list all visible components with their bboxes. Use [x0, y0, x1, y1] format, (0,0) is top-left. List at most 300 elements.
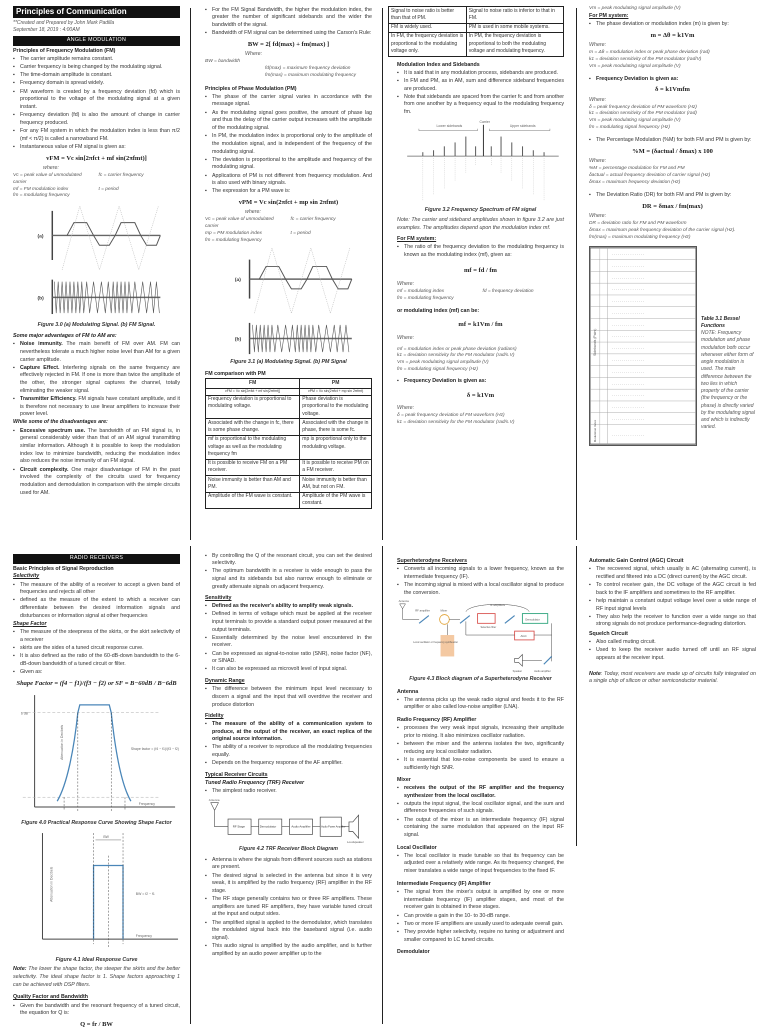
superheterodyne-bullets — [397, 566, 564, 597]
table-row: Noise immunity is better than AM and PM. Noise immunity is better than AM, but not on FM. — [206, 476, 372, 493]
squelch-heading: Squelch Circuit — [589, 631, 628, 638]
definition: fm = modulating signal frequency (Hz) — [397, 367, 478, 373]
svg-text:· · · · · · · · · · · · · · ·: · · · · · · · · · · · · · · · · — [611, 370, 645, 375]
author-line: **Created and Prepared by John Mark Padilla — [13, 19, 115, 26]
mf-definitions — [397, 289, 564, 303]
svg-text:BW = f2 − f1: BW = f2 − f1 — [135, 891, 155, 896]
where-label: Where: — [589, 158, 607, 165]
shape-factor-equation: Shape Factor = (f4 − f1)/(f3 − f2) or SF = B−60dB / B−6dB — [16, 679, 177, 687]
figure-30-caption: Figure 3.0 (a) Modulating Signal. (b) FM Signal. — [37, 322, 156, 329]
table-row: vFM = Vc sin[2πfct + mf sin(2πfmt)] vPM = Vc sin(2πfct + mp sin 2πfmt) — [206, 388, 372, 395]
svg-text:IF amplifiers: IF amplifiers — [490, 603, 506, 607]
definition: mf = modulation index or peak phase deviation (radians) — [397, 346, 517, 352]
rf-amplifier-bullets — [397, 725, 564, 772]
list-item: ▪ Used to keep the receiver audio turned off until an RF signal appears at the receiver input. — [589, 647, 756, 662]
definition: Vm = peak modulating signal amplitude (V) — [589, 63, 681, 69]
if-amplifier-bullets — [397, 889, 564, 944]
figure-31-caption: Figure 3.1 (a) Modulating Signal. (b) PM Signal — [230, 358, 347, 365]
pm-equation: vPM = Vc sin(2πfct + mp sin 2πfmt) — [238, 199, 339, 207]
svg-text:· · · · · · · · · · · · · · ·: · · · · · · · · · · · · · · · · — [611, 311, 645, 316]
list-item: ▪ Given as: — [13, 669, 180, 677]
date-line: September 18, 2019 : 4:00AM — [13, 26, 80, 33]
top-definition: Vm = peak modulating signal amplitude (V) — [589, 6, 681, 11]
sidebands-bullets — [397, 70, 564, 117]
svg-text:· · · · · · · · · · · · · · ·: · · · · · · · · · · · · · · · · — [611, 393, 645, 398]
disadvantages-heading: While some of the disadvantages are: — [13, 419, 108, 426]
deviation-ratio-definitions — [589, 221, 756, 242]
svg-text:BW: BW — [103, 834, 109, 839]
list-item: ▪ They also help the receiver to function over a wide range so that strong signals do not produce performance-degrading distortion. — [589, 614, 756, 629]
column-header: PM — [300, 379, 372, 388]
definition: fm(max) = maximum modulating frequency — [265, 72, 357, 78]
list-item: ▪ The output of the mixer is an intermediate frequency (IF) signal containing the same modulation that appeared on the input RF signal. — [397, 817, 564, 840]
list-item: ▪ The RF stage generally contains two or three RF amplifiers. These amplifiers are tuned RF amplifiers, they have variable tuned circuit at the input and output sides. — [205, 896, 372, 919]
list-item: ▪ The Percentage Modulation (%M) for both FM and PM is given by: — [589, 137, 756, 145]
where-label: Where: — [589, 42, 607, 49]
figure-41-note: Note: The lower the shape factor, the steeper the skirts and the better selectivity. The ideal shape factor is 1. Shape factors approaching 1 can be achieved with DSP filters. — [13, 966, 180, 988]
figure-42-caption: Figure 4.2 TRF Receiver Block Diagram — [239, 845, 338, 852]
list-item: ▪ For any FM system in which the modulation index is less than π/2 (mf < π/2) is called a narrowband FM. — [13, 128, 180, 143]
advantages-heading: Some major advantages of FM to AM are: — [13, 333, 117, 340]
svg-text:Audio Power Amplifier: Audio Power Amplifier — [321, 825, 346, 829]
svg-text:Demodulator: Demodulator — [259, 824, 277, 829]
table-row: Associated with the change in fc, there is some phase change. Associated with the change in phase, there is some fc. — [206, 419, 372, 436]
percent-modulation-definitions — [589, 166, 756, 187]
list-item: ▪ Transmitter Efficiency. FM signals have constant amplitude, and it is therefore not necessary to use linear amplifiers to increase their power level. — [13, 396, 180, 419]
column-1 — [0, 0, 186, 540]
list-item: ▪ Depends on the frequency response of the AF amplifier. — [205, 760, 372, 768]
where-label: Where: — [397, 281, 415, 288]
list-item: ▪ help maintain a constant output voltage level over a wide range of RF input signal levels — [589, 598, 756, 613]
deviation-ratio-equation: DR = δmax / fm(max) — [642, 202, 703, 210]
rf-amplifier-heading: Radio Frequency (RF) Amplifier — [397, 717, 477, 724]
svg-text:Upper sidebands: Upper sidebands — [509, 123, 536, 128]
definition: fd = frequency deviation — [482, 288, 534, 294]
trf-intro — [205, 788, 372, 796]
svg-text:RF Stage: RF Stage — [232, 824, 245, 829]
definition: mp = PM modulation index — [205, 231, 262, 237]
svg-text:· · · · · · · · · · · · · · ·: · · · · · · · · · · · · · · · · — [611, 381, 645, 386]
list-item: ▪ They provide higher selectivity, require no tuning or adjustment and smaller compared to LC tuned circuits. — [397, 929, 564, 944]
list-item: ▪ Frequency domain is spread widely. — [13, 80, 180, 88]
list-item: ▪ Bandwidth of FM signal can be determined using the Carson's Rule: — [205, 30, 372, 38]
list-item: ▪ Can provide a gain in the 10- to 30-dB range. — [397, 913, 564, 921]
definition: %M = percentage modulation for FM and PM — [589, 166, 685, 172]
svg-text:(a): (a) — [234, 277, 241, 283]
list-item: ▪ defined as the measure of the extent to which a receiver can differentiate between the desired information signals and disturbances or information signal at other frequencies — [13, 597, 180, 620]
svg-text:Frequency: Frequency — [135, 933, 152, 938]
column-divider — [382, 8, 383, 540]
squelch-bullets — [589, 639, 756, 663]
list-item: ▪ The measure of the ability of a communication system to produce, at the output of the receiver, an exact replica of the original source information. — [205, 721, 372, 744]
definition: DR = deviation ratio for FM and PM waveform — [589, 220, 687, 226]
fidelity-bullets — [205, 721, 372, 768]
dynamic-range-bullets — [205, 686, 372, 709]
fm-pm-comparison-table — [205, 378, 372, 509]
bessel-function-table — [589, 246, 697, 446]
svg-text:Antenna: Antenna — [398, 599, 409, 603]
svg-text:· · · · · · · · · · · · · · ·: · · · · · · · · · · · · · · · · — [611, 405, 645, 410]
demodulator-heading: Demodulator — [397, 949, 430, 956]
svg-text:Speaker: Speaker — [512, 669, 523, 673]
column-divider — [190, 8, 191, 540]
list-item: ▪ Noise immunity. The main benefit of FM over AM. FM can nevertheless tolerate a much higher noise level than AM for a given carrier amplitude. — [13, 341, 180, 364]
section-title-radio-receivers: RADIO RECEIVERS — [13, 554, 180, 564]
list-item: ▪ Defined as the receiver's ability to amplify weak signals. — [205, 603, 372, 611]
list-item: ▪ Two or more IF amplifiers are usually used to adequate overall gain. — [397, 921, 564, 929]
list-item: ▪ Frequency Deviation is given as: — [589, 76, 756, 84]
table-row: Frequency deviation is proportional to modulating voltage. Phase deviation is proportional to the modulating voltage. — [206, 395, 372, 419]
pm-index-definitions — [589, 50, 756, 71]
section-title-angle-modulation: ANGLE MODULATION — [13, 36, 180, 46]
shape-factor-heading: Shape Factor — [13, 620, 47, 627]
fm-pm-comparison-table-continued — [388, 6, 564, 57]
deviation-ratio-bullets — [589, 192, 756, 200]
definition: fc = carrier frequency — [98, 172, 144, 178]
definition: k1 = deviation sensitivity of the PM modulator (rad) — [589, 111, 697, 117]
table-row: FM is widely used. PM is used in some mobile systems. — [389, 23, 564, 32]
svg-text:Demodulator: Demodulator — [525, 618, 540, 622]
list-item: ▪ processes the very weak input signals, increasing their amplitude prior to mixing. It also minimizes oscillator radiation. — [397, 725, 564, 740]
dynamic-range-heading: Dynamic Range — [205, 678, 245, 685]
where-label: Where: — [245, 51, 263, 58]
svg-text:RF amplifier: RF amplifier — [415, 609, 430, 613]
list-item: ▪ Circuit complexity. One major disadvantage of FM in the past involved the complexity of the circuits used for frequency modulation and demodulation in comparison with the simple circuits used for AM. — [13, 467, 180, 498]
column-1 — [0, 546, 186, 1028]
disadvantages-list — [13, 428, 180, 498]
list-item: ▪ To control receiver gain, the DC voltage of the AGC circuit is fed back to the IF amplifiers and sometimes to the RF amplifier. — [589, 582, 756, 597]
list-item: ▪ skirts are the sides of a tuned circuit response curve. — [13, 645, 180, 653]
list-item: ▪ The simplest radio receiver. — [205, 788, 372, 796]
definition: fm = modulating signal frequency (Hz) — [589, 125, 670, 131]
list-item: ▪ The time-domain amplitude is constant. — [13, 72, 180, 80]
final-note: Note: Today, most receivers are made up of circuits fully integrated on a single chip of silicon or other semiconductor material. — [589, 670, 756, 685]
svg-text:Local oscillator or frequency: Local oscillator or frequency synthesizer — [413, 640, 459, 644]
table-row: Amplitude of the FM wave is constant. Amplitude of the PM wave is constant. — [206, 492, 372, 509]
bessel-title: Table 3.1 Bessel Functions — [701, 315, 740, 329]
definition: δmax = maximum peak frequency deviation of the carrier signal (Hz). — [589, 227, 736, 233]
figure-practical-response-curve — [13, 690, 180, 818]
list-item: ▪ Also called muting circuit. — [589, 639, 756, 647]
document-title: Principles of Communication — [13, 6, 180, 18]
list-item: ▪ For the FM Signal Bandwidth, the higher the modulation index, the greater the number of significant sidebands and the wider the bandwidth of the signal. — [205, 7, 372, 30]
figure-superheterodyne-block-diagram — [397, 598, 564, 674]
list-item: ▪ The measure of the steepness of the skirts, or the skirt selectivity of a receiver — [13, 629, 180, 644]
q-bullets — [205, 553, 372, 592]
mf-alt-equation: mf = k1Vm / fm — [458, 321, 503, 329]
basic-principles-heading: Basic Principles of Signal Reproduction — [13, 565, 114, 572]
svg-text:Audio amplifier: Audio amplifier — [534, 669, 551, 673]
fm-heading: Principles of Frequency Modulation (FM) — [13, 47, 116, 54]
pm-system-bullets — [589, 21, 756, 29]
definition: mf = modulating index — [397, 288, 445, 294]
figure-40-caption: Figure 4.0 Practical Response Curve Showing Shape Factor — [21, 820, 172, 826]
column-2 — [192, 546, 378, 1024]
svg-text:· · · · · · · · · · · · · · ·: · · · · · · · · · · · · · · · · — [611, 432, 645, 437]
table-row: Signal to noise ratio is better than that of PM. Signal to noise ratio is inferior to that in FM. — [389, 7, 564, 24]
list-item: ▪ Frequency Deviation is given as: — [397, 378, 564, 386]
trf-subheading: Tuned Radio Frequency (TRF) Receiver — [205, 779, 305, 786]
list-item: ▪ The desired signal is selected in the antenna but since it is very weak, it is amplified by the radio frequency (RF) amplifier in the RF stage. — [205, 873, 372, 896]
list-item: ▪ The phase of the carrier signal varies in accordance with the message signal. — [205, 94, 372, 109]
list-item: ▪ The ratio of the frequency deviation to the modulating frequency is known as the modulating index (mf), given as: — [397, 244, 564, 259]
list-item: ▪ It can also be expressed as microvolt level of input signal. — [205, 666, 372, 674]
list-item: ▪ Carrier frequency is being changed by the modulating signal. — [13, 64, 180, 72]
list-item: ▪ The difference between the minimum input level necessary to discern a signal and the input that will overdrive the receiver and produce distortion — [205, 686, 372, 709]
local-oscillator-bullets — [397, 853, 564, 876]
percent-modulation-equation: %M = (δactual / δmax) x 100 — [632, 148, 713, 155]
fm-system-bullets — [397, 244, 564, 259]
list-item: ▪ It is said that in any modulation process, sidebands are produced. — [397, 70, 564, 78]
list-item: ▪ The local oscillator is made tunable so that its frequency can be adjusted over a relatively wide range. As its frequency changed, the mixer translates a wide range of input frequencies to the fixed IF. — [397, 853, 564, 876]
column-4 — [576, 546, 762, 1024]
where-label: where: — [43, 164, 59, 171]
list-item: ▪ FM waveform is created by a frequency deviation (fd) which is proportional to the voltage of the modulating signal at a given instant. — [13, 89, 180, 112]
svg-text:· · · · · · · · · · · · · · ·: · · · · · · · · · · · · · · · · — [611, 346, 645, 351]
column-4 — [576, 0, 762, 540]
svg-text:· · · · · · · · · · · · · · ·: · · · · · · · · · · · · · · · · — [611, 287, 645, 292]
percent-modulation-bullets — [589, 137, 756, 145]
q-equation: Q = fr / BW — [80, 1020, 113, 1028]
where-label: where: — [245, 209, 261, 216]
definition: Vm = peak modulating signal amplitude (V) — [589, 118, 681, 124]
mf-alt-definitions — [397, 347, 564, 375]
svg-text:Mixer: Mixer — [440, 609, 448, 613]
definition: δ = peak frequency deviation of PM waveform (Hz) — [589, 104, 697, 110]
list-item: ▪ The Deviation Ratio (DR) for both FM and PM is given by: — [589, 192, 756, 200]
typical-receivers-heading: Typical Receiver Circuits — [205, 771, 268, 778]
where-label: Where: — [589, 213, 607, 220]
svg-text:· · · · · · · · · · · · · · ·: · · · · · · · · · · · · · · · · — [611, 358, 645, 363]
pm-fd-equation: δ = k1Vmfm — [655, 86, 690, 94]
list-item: ▪ This audio signal is amplified by the audio amplifier, and is further amplified by an audio power amplifier up to the — [205, 943, 372, 958]
list-item: ▪ Excessive spectrum use. The bandwidth of an FM signal is, in general considerably wider than that of an AM signal transmitting similar information. Although it is possible to keep the modulation index low to minimize bandwidth, reducing the modulation index also reduces the noise immunity of an FM signal. — [13, 428, 180, 466]
svg-text:Attenuation in Decibels: Attenuation in Decibels — [49, 866, 54, 902]
shape-factor-bullets — [13, 629, 180, 677]
fm-definitions — [13, 173, 180, 201]
figure-fm-waveform — [13, 200, 180, 320]
svg-text:Antenna: Antenna — [208, 797, 220, 802]
list-item: ▪ In PM, the modulation index is proportional only to the amplitude of the modulation signal, and is independent of the frequency of the modulating signal. — [205, 133, 372, 156]
list-item: ▪ The recovered signal, which usually is AC (alternating current), is rectified and filtered into a DC (direct current) by the AGC circuit. — [589, 566, 756, 581]
page-2 — [0, 546, 768, 1028]
list-item: ▪ Essentially determined by the noise level encountered in the receiver. — [205, 635, 372, 650]
svg-text:AGC: AGC — [520, 633, 527, 638]
sensitivity-heading: Sensitivity — [205, 595, 232, 602]
table-row: It is possible to receive FM on a PM receiver. It is possible to receive PM on a FM receiver. — [206, 459, 372, 476]
bandwidth-definitions — [205, 59, 372, 80]
list-item: ▪ The deviation is proportional to the amplitude and frequency of the modulating signal. — [205, 157, 372, 172]
svg-text:Lower sidebands: Lower sidebands — [436, 123, 463, 128]
list-item: ▪ The carrier amplitude remains constant. — [13, 56, 180, 64]
definition: fm(max) = maximum modulating frequency (Hz) — [589, 234, 691, 240]
list-item: ▪ The phase deviation or modulation index (m) is given by: — [589, 21, 756, 29]
svg-text:Sidebands (Pairs): Sidebands (Pairs) — [592, 328, 597, 356]
svg-text:Frequency: Frequency — [138, 802, 155, 807]
fm-bullets — [13, 56, 180, 152]
svg-text:Loudspeaker: Loudspeaker — [347, 840, 364, 845]
definition: Vc = peak value of unmodulated carrier — [13, 172, 82, 185]
list-item: ▪ It is also defined as the ratio of the 60-dB-down bandwidth to the 6-dB-down bandwidth of a tuned circuit or filter. — [13, 653, 180, 668]
svg-text:Selective filter: Selective filter — [480, 626, 497, 630]
definition: fm = modulating frequency — [205, 238, 262, 243]
list-item: ▪ The signal from the mixer's output is amplified by one or more intermediate frequency (IF) amplifier stages, and most of the receiver gain is obtained in these stages. — [397, 889, 564, 912]
definition: fc = carrier frequency — [290, 217, 336, 223]
definition: mf = FM modulation index — [13, 186, 69, 192]
figure-trf-block-diagram — [205, 796, 372, 844]
if-amplifier-heading: Intermediate Frequency (IF) Amplifier — [397, 880, 491, 887]
fd-equation: δ = k1Vm — [466, 391, 495, 399]
list-item: ▪ Can be expressed as signal-to-noise ratio (SNR), noise factor (NF), or SINAD. — [205, 651, 372, 666]
svg-text:(b): (b) — [37, 296, 44, 302]
list-item: ▪ The measure of the ability of a receiver to accept a given band of frequencies and rejects all other — [13, 582, 180, 597]
figure-43-caption: Figure 4.3 Block diagram of a Superheterodyne Receiver — [409, 675, 552, 682]
list-item: ▪ The expression for a PM wave is: — [205, 188, 372, 196]
fd-bullets — [397, 378, 564, 386]
where-label: Where: — [589, 96, 607, 103]
where-label: Where: — [397, 334, 415, 341]
definition: δmax = maximum frequency deviation (Hz) — [589, 180, 681, 185]
definition: m = Δθ = modulation index or peak phase deviation (rad) — [589, 49, 710, 55]
definition: Vc = peak value of unmodulated carrier — [205, 217, 274, 230]
carson-equation: BW = 2[ fd(max) + fm(max) ] — [247, 40, 330, 48]
svg-text:· · · · · · · · · · · · · · ·: · · · · · · · · · · · · · · · · — [611, 299, 645, 304]
list-item: ▪ The ability of a receiver to reproduce all the modulating frequencies equally. — [205, 744, 372, 759]
antenna-bullets — [397, 697, 564, 712]
antenna-heading: Antenna — [397, 688, 419, 695]
figure-fm-spectrum — [397, 117, 564, 205]
figure-41-caption: Figure 4.1 Ideal Response Curve — [55, 956, 138, 963]
svg-text:Shape factor = (f4 − f1)/(f3 −: Shape factor = (f4 − f1)/(f3 − f2) — [130, 747, 179, 752]
agc-bullets — [589, 566, 756, 629]
svg-text:Audio Amplifier: Audio Amplifier — [291, 824, 311, 829]
mf-alt-heading: or modulating index (mf) can be: — [397, 307, 480, 314]
definition: k1 = deviation sensitivity for the FM modulator (rad/s.V) — [397, 353, 515, 359]
where-label: Where: — [397, 405, 415, 412]
list-item: ▪ As the modulating signal goes positive, the amount of phase lag and thus the delay of the carrier output increases with the amplitude of the modulating signal. — [205, 110, 372, 133]
list-item: ▪ The optimum bandwidth in a receiver is wide enough to pass the signal and its sidebands but also narrow enough to eliminate or greatly attenuate signals on adjacent frequency. — [205, 568, 372, 591]
svg-text:Modulation Index: Modulation Index — [592, 419, 597, 442]
bessel-table-section — [589, 246, 756, 446]
fidelity-heading: Fidelity — [205, 713, 224, 720]
pm-definitions — [205, 217, 372, 245]
column-3 — [384, 0, 570, 540]
svg-text:(b): (b) — [234, 337, 242, 343]
figure-32-caption: Figure 3.2 Frequency Spectrum of FM signal — [424, 207, 537, 214]
list-item: ▪ outputs the input signal, the local oscillator signal, and the sum and difference frequencies of such signals. — [397, 801, 564, 816]
definition: δ = peak frequency deviation of FM waveform (Hz) — [397, 413, 505, 419]
list-item: ▪ In FM and PM, as in AM, sum and difference sideband frequencies are produced. — [397, 78, 564, 93]
bandwidth-bullets — [205, 7, 372, 38]
sidebands-heading: Modulation Index and Sidebands — [397, 61, 480, 68]
advantages-list — [13, 341, 180, 419]
bessel-caption — [701, 246, 756, 446]
list-item: ▪ The incoming signal is mixed with a local oscillator signal to produce the conversion. — [397, 582, 564, 597]
definition: Vm = peak modulating signal amplitude (V) — [397, 360, 489, 366]
definition: fm = modulating frequency — [13, 193, 70, 199]
list-item: ▪ Frequency deviation (fd) is also the amount of change in carrier frequency produced. — [13, 112, 180, 127]
definition: fd(max) = maximum frequency deviation — [265, 65, 351, 71]
svg-text:6 dB: 6 dB — [20, 711, 28, 716]
list-item: ▪ Note that sidebands are spaced from the carrier fc and from another from one another by a frequency equal to the modulating frequency fm. — [397, 94, 564, 117]
table-row: mf is proportional to the modulating voltage as well as the modulating frequency fm mp is proportional only to the modulating voltage. — [206, 435, 372, 459]
definition: t = period — [98, 186, 119, 192]
list-item: ▪ Given the bandwidth and the resonant frequency of a tuned circuit, the equation for Q is: — [13, 1003, 180, 1018]
trf-bullets — [205, 857, 372, 959]
definition: k1 = deviation sensitivity for the FM modulator (rad/s.V) — [397, 420, 515, 426]
svg-text:· · · · · · · · · · · · · · ·: · · · · · · · · · · · · · · · · — [611, 275, 645, 280]
list-item: ▪ between the mixer and the antenna isolates the two, significantly reducing any local oscillator radiation. — [397, 741, 564, 756]
svg-text:(a): (a) — [37, 234, 44, 240]
list-item: ▪ receives the output of the RF amplifier and the frequency synthesizer from the local oscillator. — [397, 785, 564, 800]
definition: BW = bandwidth — [205, 58, 241, 64]
fd-definitions — [397, 413, 564, 427]
definition: fm = modulating frequency — [397, 295, 454, 301]
column-divider — [190, 546, 191, 1024]
fm-system-heading: For FM system: — [397, 236, 437, 243]
list-item: ▪ Converts all incoming signals to a lower frequency, known as the intermediate frequency (IF). — [397, 566, 564, 581]
svg-text:Attenuation in Decibels: Attenuation in Decibels — [60, 724, 65, 760]
mixer-heading: Mixer — [397, 777, 411, 784]
list-item: ▪ Instantaneous value of FM signal is given as: — [13, 144, 180, 152]
quality-factor-bullets — [13, 1003, 180, 1018]
fm-equation: vFM = Vc sin[2πfct + mf sin(2πfmt)] — [46, 154, 147, 162]
figure-ideal-response-curve — [13, 830, 180, 955]
pm-heading: Principles of Phase Modulation (PM) — [205, 85, 297, 92]
column-3 — [384, 546, 570, 1024]
superheterodyne-heading: Superheterodyne Receivers — [397, 558, 468, 564]
list-item: ▪ Defined in terms of voltage which must be applied at the receiver input terminals to provide a standard output power measured at the output terminals. — [205, 611, 372, 634]
list-item: ▪ The antenna picks up the weak radio signal and feeds it to the RF amplifier or also called low-noise amplifier (LNA). — [397, 697, 564, 712]
sensitivity-bullets — [205, 603, 372, 674]
svg-text:· · · · · · · · · · · · · · ·: · · · · · · · · · · · · · · · · — [611, 334, 645, 339]
selectivity-bullets — [13, 582, 180, 621]
svg-text:· · · · · · · · · · · · · · ·: · · · · · · · · · · · · · · · · — [611, 417, 645, 422]
figure-32-note: Note: The carrier and sideband amplitudes shown in figure 3.2 are just examples. The amplitudes depend upon the modulation index mf. — [397, 216, 564, 231]
figure-pm-waveform — [205, 245, 372, 357]
definition: k1 = deviation sensitivity of the PM modulator (rad/V) — [589, 56, 702, 62]
table-row: In FM, the frequency deviation is proportional to the modulating voltage only. In PM, the frequency deviation is proportional to both the modulating voltage and modulating frequency. — [389, 32, 564, 56]
column-2 — [192, 0, 378, 540]
comparison-heading: FM comparison with PM — [205, 370, 266, 377]
svg-text:· · · · · · · · · · · · · · ·: · · · · · · · · · · · · · · · · — [611, 264, 645, 269]
list-item: ▪ It is essential that low-noise components be used to ensure a sufficiently high SNR. — [397, 757, 564, 772]
definition: t = period — [290, 231, 311, 237]
list-item: ▪ By controlling the Q of the resonant circuit, you can set the desired selectivity. — [205, 553, 372, 568]
agc-heading: Automatic Gain Control (AGC) Circuit — [589, 558, 684, 564]
definition: δactual = actual frequency deviation of carrier signal (Hz) — [589, 173, 711, 179]
pm-system-heading: For PM system: — [589, 12, 629, 19]
local-oscillator-heading: Local Oscillator — [397, 844, 437, 851]
list-item: ▪ Capture Effect. Interfering signals on the same frequency are effectively rejected in FM. If one is more than twice the amplitude of the other, the stronger signal captures the channel, totally eliminating the weaker signal. — [13, 365, 180, 396]
list-item: ▪ The amplified signal is applied to the demodulator, which translates the modulated signal back into the baseband signal (i.e. audio signal). — [205, 920, 372, 943]
quality-factor-heading: Quality Factor and Bandwidth — [13, 994, 89, 1001]
selectivity-heading: Selectivity — [13, 573, 40, 580]
svg-text:· · · · · · · · · · · · · · ·: · · · · · · · · · · · · · · · · — [611, 252, 645, 257]
pm-fd-definitions — [589, 105, 756, 133]
svg-text:Carrier: Carrier — [479, 120, 490, 125]
svg-text:· · · · · · · · · · · · · · ·: · · · · · · · · · · · · · · · · — [611, 322, 645, 327]
pm-fd-bullets — [589, 76, 756, 84]
column-divider — [382, 546, 383, 1024]
mixer-bullets — [397, 785, 564, 840]
pm-bullets — [205, 94, 372, 196]
bessel-note: NOTE: Frequency modulation and phase modulation both occur whenever either form of angle modulation is used. The main difference between the two lies in which property of the carrier (the frequency or the phase) is directly varied by the modulating signal and which is indirectly varied. — [701, 330, 755, 431]
list-item: ▪ Applications of PM is not different from frequency modulation. And is also used with binary signals. — [205, 173, 372, 188]
pm-index-equation: m = Δθ = k1Vm — [650, 31, 695, 39]
list-item: ▪ Antenna is where the signals from different sources such as stations are present. — [205, 857, 372, 872]
column-header: FM — [206, 379, 300, 388]
